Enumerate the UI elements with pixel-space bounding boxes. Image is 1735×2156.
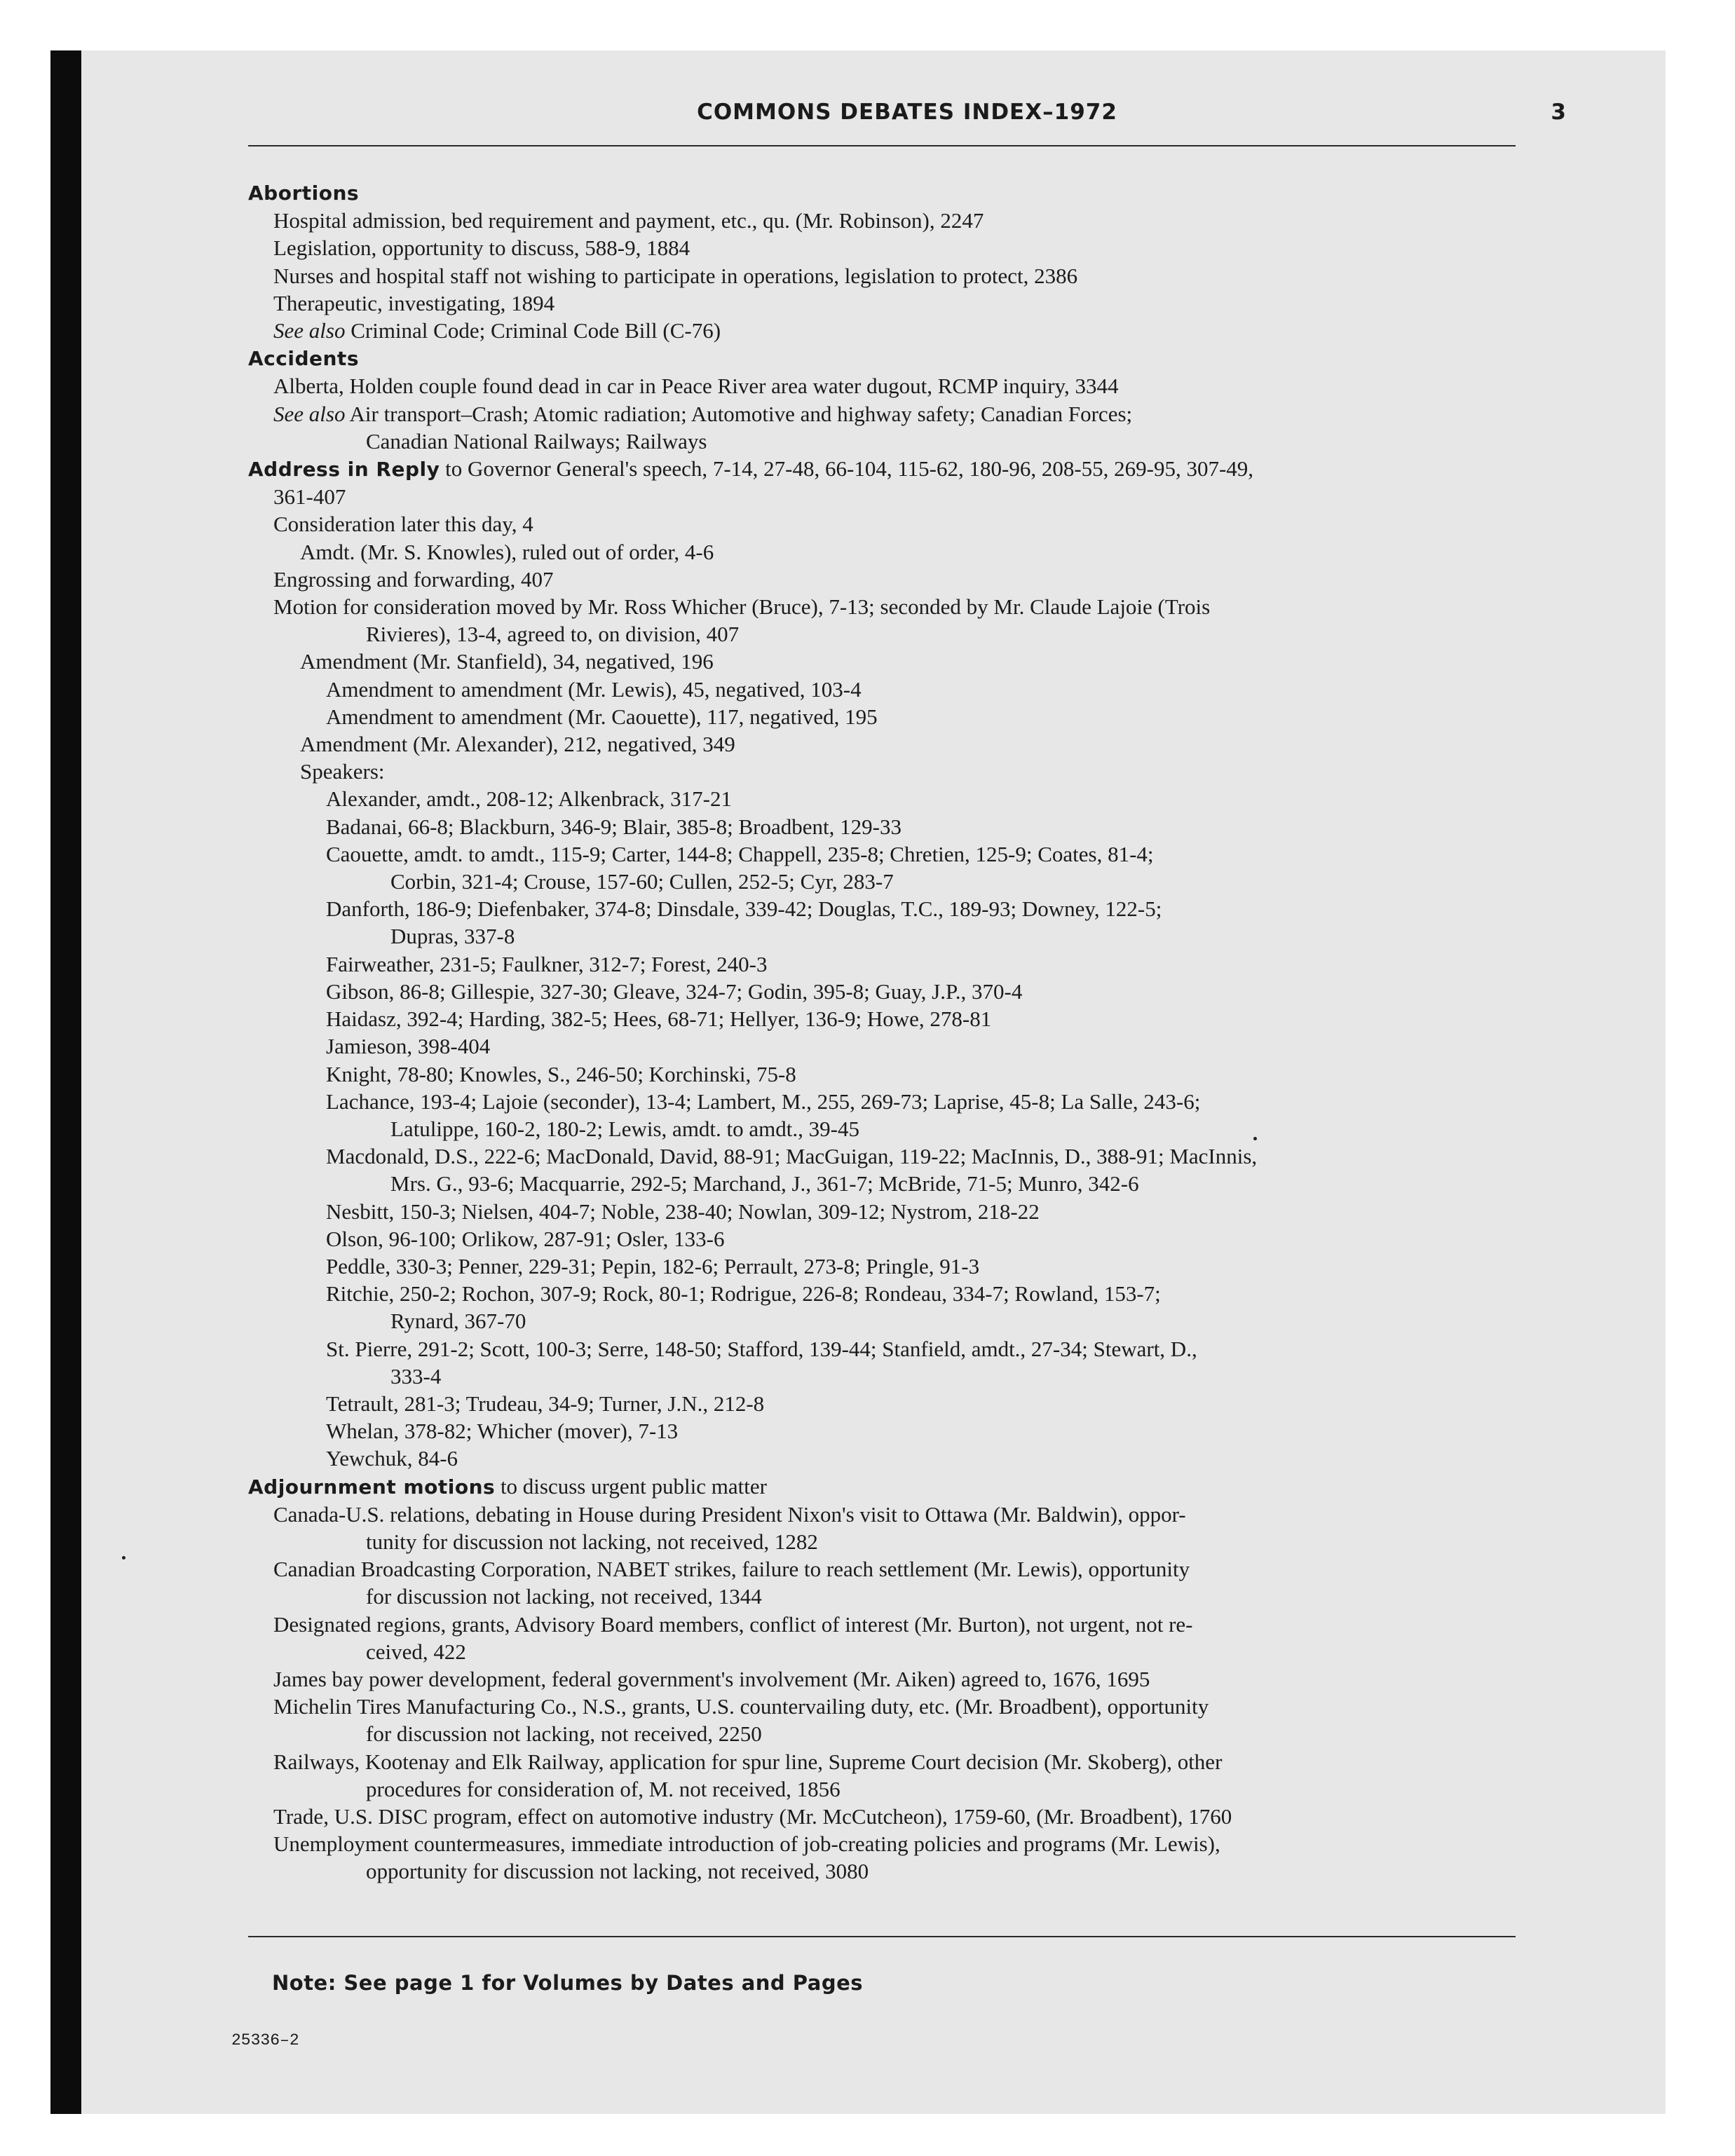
entry-text: Railways, Kootenay and Elk Railway, application for spur line, Supreme Court decision (Mr. Skoberg), other bbox=[273, 1749, 1223, 1774]
entry-text: procedures for consideration of, M. not received, 1856 bbox=[366, 1776, 841, 1801]
index-heading-line bbox=[248, 344, 1516, 372]
entry-text: Legislation, opportunity to discuss, 588-9, 1884 bbox=[273, 236, 690, 261]
index-entry-line bbox=[248, 840, 1516, 868]
entry-text: Ritchie, 250-2; Rochon, 307-9; Rock, 80-1; Rodrigue, 226-8; Rondeau, 334-7; Rowland, 153-7; bbox=[326, 1281, 1161, 1306]
index-entry-line bbox=[248, 1830, 1516, 1857]
index-entry-line bbox=[248, 1198, 1516, 1225]
entry-text: Amendment to amendment (Mr. Lewis), 45, negatived, 103-4 bbox=[326, 676, 862, 702]
index-entry-line bbox=[248, 1142, 1516, 1170]
index-entry-line bbox=[248, 317, 1516, 344]
entry-text: James bay power development, federal government's involvement (Mr. Aiken) agreed to, 1676, 1695 bbox=[273, 1666, 1150, 1691]
index-entry-line bbox=[248, 1803, 1516, 1830]
index-entry-line bbox=[248, 1115, 1516, 1142]
index-entry-line bbox=[248, 1528, 1516, 1555]
index-entry-line bbox=[248, 234, 1516, 261]
entry-text: Yewchuk, 84-6 bbox=[326, 1446, 458, 1471]
entry-text: Designated regions, grants, Advisory Board members, conflict of interest (Mr. Burton), not urgent, not re- bbox=[273, 1611, 1193, 1637]
index-heading-line bbox=[248, 1473, 1516, 1501]
entry-text: ceived, 422 bbox=[366, 1639, 466, 1664]
index-entry-line bbox=[248, 593, 1516, 620]
entry-text: Canadian National Railways; Railways bbox=[366, 428, 707, 453]
entry-text: Trade, U.S. DISC program, effect on automotive industry (Mr. McCutcheon), 1759-60, (Mr. Broadbent), 1760 bbox=[273, 1803, 1232, 1829]
print-code: 25336–2 bbox=[231, 2031, 299, 2049]
index-entry-line bbox=[248, 1748, 1516, 1775]
entry-text: Michelin Tires Manufacturing Co., N.S., grants, U.S. countervailing duty, etc. (Mr. Broadbent), opportunity bbox=[273, 1694, 1209, 1719]
index-entry-line bbox=[248, 1390, 1516, 1417]
volumes-note: Note: See page 1 for Volumes by Dates and Pages bbox=[272, 1971, 864, 1995]
entry-text: Alberta, Holden couple found dead in car in Peace River area water dugout, RCMP inquiry, 3344 bbox=[273, 374, 1119, 399]
index-entry-line bbox=[248, 1665, 1516, 1693]
index-heading: Accidents bbox=[248, 347, 359, 371]
index-entry-line bbox=[248, 895, 1516, 922]
entry-text: Amdt. (Mr. S. Knowles), ruled out of order, 4-6 bbox=[300, 539, 714, 564]
entry-text: Unemployment countermeasures, immediate introduction of job-creating policies and programs (Mr. Lewis), bbox=[273, 1831, 1220, 1857]
entry-text: Criminal Code; Criminal Code Bill (C-76) bbox=[345, 318, 721, 343]
entry-text: Dupras, 337-8 bbox=[390, 924, 515, 949]
entry-text: Jamieson, 398-404 bbox=[326, 1034, 491, 1059]
entry-text: Air transport–Crash; Atomic radiation; Automotive and highway safety; Canadian Forces; bbox=[345, 401, 1133, 426]
index-entry-line bbox=[248, 1693, 1516, 1720]
entry-text: Latulippe, 160-2, 180-2; Lewis, amdt. to amdt., 39-45 bbox=[390, 1116, 859, 1141]
entry-text: Speakers: bbox=[300, 759, 385, 784]
entry-text: for discussion not lacking, not received, 2250 bbox=[366, 1721, 762, 1747]
index-entry-line bbox=[248, 289, 1516, 317]
index-entry-line bbox=[248, 1307, 1516, 1335]
index-entry-line bbox=[248, 1280, 1516, 1307]
index-entry-line bbox=[248, 1170, 1516, 1197]
index-entry-line bbox=[248, 483, 1516, 510]
index-entry-line bbox=[248, 372, 1516, 400]
index-heading: Abortions bbox=[248, 182, 360, 205]
entry-text: St. Pierre, 291-2; Scott, 100-3; Serre, 148-50; Stafford, 139-44; Stanfield, amdt., 27-34; Stewart, D., bbox=[326, 1336, 1197, 1361]
entry-text: Consideration later this day, 4 bbox=[273, 512, 533, 537]
entry-text: Fairweather, 231-5; Faulkner, 312-7; Forest, 240-3 bbox=[326, 951, 768, 976]
index-entry-line bbox=[248, 1583, 1516, 1610]
entry-text: Amendment to amendment (Mr. Caouette), 117, negatived, 195 bbox=[326, 704, 878, 729]
index-entry-line bbox=[248, 676, 1516, 703]
index-entry-line bbox=[248, 1253, 1516, 1280]
entry-text: Knight, 78-80; Knowles, S., 246-50; Korchinski, 75-8 bbox=[326, 1061, 796, 1086]
entry-text: Corbin, 321-4; Crouse, 157-60; Cullen, 252-5; Cyr, 283-7 bbox=[390, 869, 894, 894]
index-entry-line bbox=[248, 1417, 1516, 1445]
entry-text: to discuss urgent public matter bbox=[495, 1473, 767, 1499]
entry-text: Alexander, amdt., 208-12; Alkenbrack, 317-21 bbox=[326, 786, 732, 812]
index-entry-line bbox=[248, 1032, 1516, 1060]
footer-rule bbox=[248, 1936, 1516, 1937]
index-entry-line bbox=[248, 510, 1516, 538]
entry-text: Haidasz, 392-4; Harding, 382-5; Hees, 68-71; Hellyer, 136-9; Howe, 278-81 bbox=[326, 1007, 992, 1032]
index-entry-line bbox=[248, 978, 1516, 1005]
entry-text: Hospital admission, bed requirement and payment, etc., qu. (Mr. Robinson), 2247 bbox=[273, 208, 984, 233]
index-entry-line bbox=[248, 813, 1516, 840]
entry-text: Tetrault, 281-3; Trudeau, 34-9; Turner, J.N., 212-8 bbox=[326, 1391, 765, 1416]
index-entry-line bbox=[248, 785, 1516, 812]
entry-text: Mrs. G., 93-6; Macquarrie, 292-5; Marchand, J., 361-7; McBride, 71-5; Munro, 342-6 bbox=[390, 1171, 1139, 1196]
scan-binding-edge bbox=[50, 50, 81, 2114]
index-entry-line bbox=[248, 758, 1516, 785]
entry-text: Nesbitt, 150-3; Nielsen, 404-7; Noble, 238-40; Nowlan, 309-12; Nystrom, 218-22 bbox=[326, 1199, 1040, 1224]
entry-text: Whelan, 378-82; Whicher (mover), 7-13 bbox=[326, 1419, 679, 1444]
entry-text: tunity for discussion not lacking, not received, 1282 bbox=[366, 1529, 818, 1554]
index-entry-line bbox=[248, 1611, 1516, 1638]
entry-text: opportunity for discussion not lacking, not received, 3080 bbox=[366, 1859, 869, 1884]
index-entry-line bbox=[248, 1060, 1516, 1088]
index-entry-line bbox=[248, 1555, 1516, 1583]
entry-text: for discussion not lacking, not received, 1344 bbox=[366, 1584, 762, 1609]
scan-speck bbox=[122, 1556, 125, 1560]
running-title: COMMONS DEBATES INDEX–1972 bbox=[697, 100, 1117, 125]
scanned-page bbox=[50, 50, 1666, 2114]
index-heading-line bbox=[248, 179, 1516, 207]
see-also-label: See also bbox=[273, 401, 346, 426]
index-entry-line bbox=[248, 1005, 1516, 1032]
index-entry-line bbox=[248, 648, 1516, 675]
entry-text: Rynard, 367-70 bbox=[390, 1309, 526, 1334]
index-entry-line bbox=[248, 1088, 1516, 1115]
page-number: 3 bbox=[1551, 100, 1566, 125]
entry-text: Gibson, 86-8; Gillespie, 327-30; Gleave, 324-7; Godin, 395-8; Guay, J.P., 370-4 bbox=[326, 978, 1023, 1004]
index-entry-line bbox=[248, 922, 1516, 950]
header-rule bbox=[248, 145, 1516, 146]
entry-text: Caouette, amdt. to amdt., 115-9; Carter, 144-8; Chappell, 235-8; Chretien, 125-9; Coates, 81-4; bbox=[326, 841, 1154, 866]
index-heading: Adjournment motions bbox=[248, 1475, 496, 1499]
index-heading-line bbox=[248, 455, 1516, 483]
index-entry-line bbox=[248, 1775, 1516, 1803]
index-entry-line bbox=[248, 566, 1516, 593]
entry-text: Nurses and hospital staff not wishing to participate in operations, legislation to protect, 2386 bbox=[273, 263, 1078, 288]
index-entry-line bbox=[248, 538, 1516, 566]
entry-text: Olson, 96-100; Orlikow, 287-91; Osler, 133-6 bbox=[326, 1226, 725, 1251]
entry-text: Macdonald, D.S., 222-6; MacDonald, David, 88-91; MacGuigan, 119-22; MacInnis, D., 388-91; MacInnis, bbox=[326, 1144, 1258, 1169]
entry-text: 361-407 bbox=[273, 484, 346, 510]
see-also-label: See also bbox=[273, 318, 346, 343]
index-entry-line bbox=[248, 868, 1516, 895]
entry-text: Therapeutic, investigating, 1894 bbox=[273, 290, 555, 315]
scan-speck bbox=[1253, 1137, 1257, 1140]
index-entries bbox=[248, 179, 1516, 1885]
entry-text: Amendment (Mr. Alexander), 212, negatived, 349 bbox=[300, 732, 735, 757]
index-entry-line bbox=[248, 950, 1516, 978]
index-entry-line bbox=[248, 400, 1516, 428]
entry-text: Danforth, 186-9; Diefenbaker, 374-8; Dinsdale, 339-42; Douglas, T.C., 189-93; Downey, 122-5; bbox=[326, 896, 1162, 922]
entry-text: Canada-U.S. relations, debating in House during President Nixon's visit to Ottawa (Mr. Baldwin), oppor- bbox=[273, 1501, 1186, 1527]
index-entry-line bbox=[248, 1225, 1516, 1253]
entry-text: 333-4 bbox=[390, 1363, 442, 1389]
entry-text: Engrossing and forwarding, 407 bbox=[273, 566, 554, 592]
index-entry-line bbox=[248, 428, 1516, 455]
index-entry-line bbox=[248, 730, 1516, 758]
page-header bbox=[248, 100, 1566, 140]
index-entry-line bbox=[248, 1445, 1516, 1472]
index-entry-line bbox=[248, 1638, 1516, 1665]
index-entry-line bbox=[248, 620, 1516, 648]
entry-text: Motion for consideration moved by Mr. Ross Whicher (Bruce), 7-13; seconded by Mr. Claude Lajoie (Trois bbox=[273, 594, 1211, 620]
entry-text: Lachance, 193-4; Lajoie (seconder), 13-4; Lambert, M., 255, 269-73; Laprise, 45-8; La Salle, 243-6; bbox=[326, 1089, 1201, 1114]
entry-text: Peddle, 330-3; Penner, 229-31; Pepin, 182-6; Perrault, 273-8; Pringle, 91-3 bbox=[326, 1253, 980, 1278]
index-entry-line bbox=[248, 1720, 1516, 1747]
index-heading: Address in Reply bbox=[248, 458, 440, 482]
index-entry-line bbox=[248, 703, 1516, 730]
index-entry-line bbox=[248, 1501, 1516, 1528]
index-entry-line bbox=[248, 207, 1516, 234]
entry-text: Amendment (Mr. Stanfield), 34, negatived, 196 bbox=[300, 649, 714, 674]
index-entry-line bbox=[248, 1857, 1516, 1885]
index-entry-line bbox=[248, 1335, 1516, 1363]
entry-text: to Governor General's speech, 7-14, 27-48, 66-104, 115-62, 180-96, 208-55, 269-95, 307-49, bbox=[440, 456, 1254, 482]
entry-text: Canadian Broadcasting Corporation, NABET strikes, failure to reach settlement (Mr. Lewis), opportunity bbox=[273, 1557, 1190, 1582]
index-entry-line bbox=[248, 1363, 1516, 1390]
entry-text: Rivieres), 13-4, agreed to, on division, 407 bbox=[366, 622, 740, 647]
entry-text: Badanai, 66-8; Blackburn, 346-9; Blair, 385-8; Broadbent, 129-33 bbox=[326, 814, 901, 839]
index-entry-line bbox=[248, 262, 1516, 289]
